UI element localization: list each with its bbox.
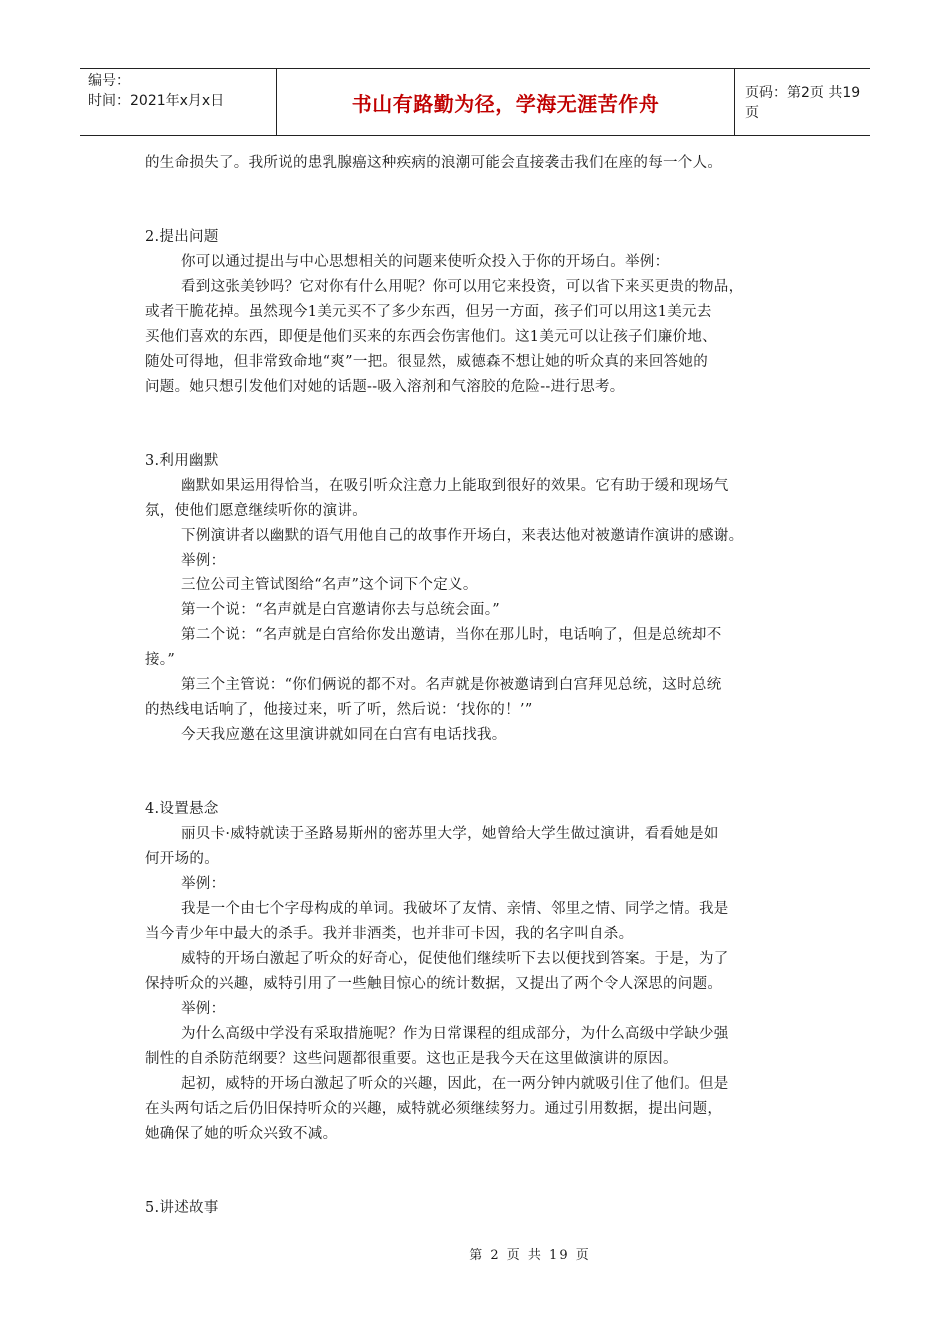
text-line: 幽默如果运用得恰当，在吸引听众注意力上能取到很好的效果。它有助于缓和现场气 <box>181 478 729 494</box>
text-line: 下例演讲者以幽默的语气用他自己的故事作开场白，来表达他对被邀请作演讲的感谢。 <box>181 528 744 544</box>
text-line: 的生命损失了。我所说的患乳腺癌这种疾病的浪潮可能会直接袭击我们在座的每一个人。 <box>145 155 723 171</box>
header-page-cell <box>735 69 870 135</box>
text-line: 为什么高级中学没有采取措施呢？作为日常课程的组成部分，为什么高级中学缺少强 <box>181 1026 729 1042</box>
text-line: 我是一个由七个字母构成的单词。我破坏了友情、亲情、邻里之情、同学之情。我是 <box>181 901 729 917</box>
text-line: 她确保了她的听众兴致不减。 <box>145 1126 338 1142</box>
footer-page-number: 第 2 页 共 19 页 <box>469 1248 591 1263</box>
text-line: 或者干脆花掉。虽然现今1美元买不了多少东西，但另一方面，孩子们可以用这1美元去 <box>145 304 712 320</box>
text-line: 的热线电话响了，他接过来，听了听，然后说：‘找你的！’” <box>145 702 533 718</box>
text-line: 举例： <box>181 876 226 892</box>
text-line: 接。” <box>145 652 176 668</box>
text-line: 第三个主管说：“你们俩说的都不对。名声就是你被邀请到白宫拜见总统，这时总统 <box>181 677 722 693</box>
text-line: 看到这张美钞吗？它对你有什么用呢？你可以用它来投资，可以省下来买更贵的物品， <box>181 279 744 295</box>
text-line: 何开场的。 <box>145 851 219 867</box>
page-footer <box>0 1244 950 1263</box>
text-line: 起初，威特的开场白激起了听众的兴趣，因此，在一两分钟内就吸引住了他们。但是 <box>181 1076 729 1092</box>
text-line: 氛，使他们愿意继续听你的演讲。 <box>145 503 367 519</box>
text-line: 你可以通过提出与中心思想相关的问题来使听众投入于你的开场白。举例： <box>181 254 670 270</box>
text-line: 第一个说：“名声就是白宫邀请你去与总统会面。” <box>181 602 500 618</box>
text-line: 随处可得地，但非常致命地“爽”一把。很显然，威德森不想让她的听众真的来回答她的 <box>145 354 709 370</box>
text-line: 举例： <box>181 1001 226 1017</box>
header-meta <box>80 69 277 135</box>
text-line: 4.设置悬念 <box>145 801 219 817</box>
page-header <box>80 68 870 136</box>
document-date-label: 时间：2021年x月x日 <box>88 93 225 109</box>
text-line: 2.提出问题 <box>145 229 219 245</box>
text-line: 举例： <box>181 553 226 569</box>
text-line: 三位公司主管试图给“名声”这个词下个定义。 <box>181 577 478 593</box>
text-line: 3.利用幽默 <box>145 453 219 469</box>
header-page-number: 页码：第2页 共19页 <box>745 85 861 121</box>
text-line: 制性的自杀防范纲要？这些问题都很重要。这也正是我今天在这里做演讲的原因。 <box>145 1051 678 1067</box>
text-line: 第二个说：“名声就是白宫给你发出邀请，当你在那儿时，电话响了，但是总统却不 <box>181 627 722 643</box>
header-motto: 书山有路勤为径，学海无涯苦作舟 <box>351 91 660 116</box>
text-line: 问题。她只想引发他们对她的话题--吸入溶剂和气溶胶的危险--进行思考。 <box>145 379 625 395</box>
text-line: 今天我应邀在这里演讲就如同在白宫有电话找我。 <box>181 727 507 743</box>
text-line: 5.讲述故事 <box>145 1200 219 1216</box>
text-line: 威特的开场白激起了听众的好奇心，促使他们继续听下去以便找到答案。于是，为了 <box>181 951 729 967</box>
text-line: 在头两句话之后仍旧保持听众的兴趣，威特就必须继续努力。通过引用数据，提出问题， <box>145 1101 723 1117</box>
document-number-label: 编号： <box>88 73 130 89</box>
header-motto-cell <box>277 69 735 135</box>
text-line: 买他们喜欢的东西，即便是他们买来的东西会伤害他们。这1美元可以让孩子们廉价地、 <box>145 329 717 345</box>
text-line: 保持听众的兴趣，威特引用了一些触目惊心的统计数据，又提出了两个令人深思的问题。 <box>145 976 723 992</box>
text-line: 当今青少年中最大的杀手。我并非酒类，也并非可卡因，我的名字叫自杀。 <box>145 926 634 942</box>
text-line: 丽贝卡·威特就读于圣路易斯州的密苏里大学，她曾给大学生做过演讲，看看她是如 <box>181 826 719 842</box>
